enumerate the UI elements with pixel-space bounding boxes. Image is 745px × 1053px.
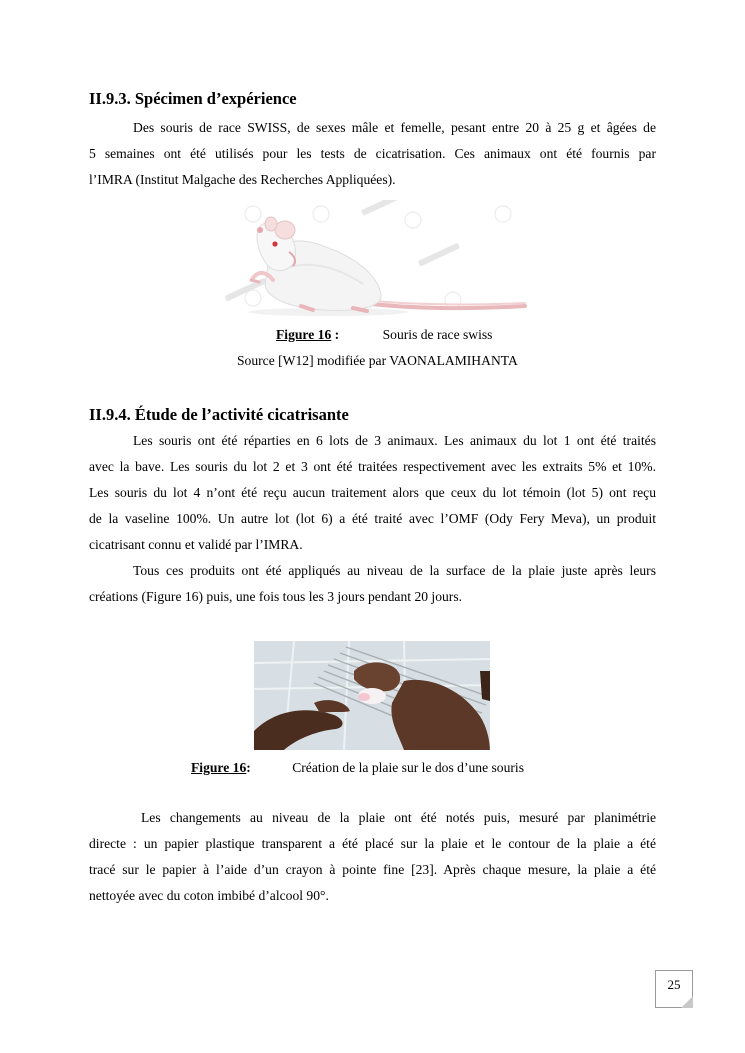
text-line: avec la bave. Les souris du lot 2 et 3 ont été traitées respectivement avec les extraits 5% et 10%. xyxy=(89,459,656,474)
text-line: l’IMRA (Institut Malgache des Recherches Appliquées). xyxy=(89,172,396,187)
figure-wound-creation-image xyxy=(254,641,490,750)
text-line: Les souris ont été réparties en 6 lots de 3 animaux. Les animaux du lot 1 ont été traités xyxy=(133,433,656,448)
figure-caption xyxy=(276,327,492,343)
figure-title: Souris de race swiss xyxy=(382,327,493,342)
page-number: 25 xyxy=(667,977,681,992)
figure-mouse-image xyxy=(213,200,533,318)
text-line: directe : un papier plastique transparent a été placé sur la plaie et le contour de la plaie a été xyxy=(89,836,656,851)
text-line: cicatrisant connu et validé par l’IMRA. xyxy=(89,537,303,552)
text-line: nettoyée avec du coton imbibé d’alcool 90°. xyxy=(89,888,329,903)
figure-label: Figure 16 xyxy=(276,327,332,342)
white-mouse-illustration xyxy=(213,200,533,318)
section-heading-specimen: II.9.3. Spécimen d’expérience xyxy=(89,89,297,108)
text-line: Tous ces produits ont été appliqués au niveau de la surface de la plaie juste après leurs xyxy=(133,563,656,578)
section-heading-activite: II.9.4. Étude de l’activité cicatrisante xyxy=(89,405,349,424)
page-number-box xyxy=(655,970,693,1008)
text-line: Les changements au niveau de la plaie ont été notés puis, mesuré par planimétrie xyxy=(141,810,656,825)
text-line: de la vaseline 100%. Un autre lot (lot 6) a été traité avec l’OMF (Ody Fery Meva), un produit xyxy=(89,511,656,526)
paragraph-activite xyxy=(89,428,656,610)
text-line: tracé sur le papier à l’aide d’un crayon à pointe fine [23]. Après chaque mesure, la plaie a été xyxy=(89,862,656,877)
text-line: créations (Figure 16) puis, une fois tous les 3 jours pendant 20 jours. xyxy=(89,589,463,604)
figure-label-separator: : xyxy=(331,327,340,342)
figure-label-separator: : xyxy=(246,760,251,775)
paragraph-mesure xyxy=(89,805,656,909)
text-line: Des souris de race SWISS, de sexes mâle et femelle, pesant entre 20 à 25 g et âgées de xyxy=(133,120,656,135)
figure-source: Source [W12] modifiée par VAONALAMIHANTA xyxy=(237,353,518,368)
text-line: 5 semaines ont été utilisés pour les tests de cicatrisation. Ces animaux ont été fournis par xyxy=(89,146,656,161)
figure-label: Figure 16 xyxy=(191,760,247,775)
figure-title: Création de la plaie sur le dos d’une souris xyxy=(292,760,524,775)
hands-mouse-photo xyxy=(254,641,490,750)
paragraph-specimen xyxy=(89,115,656,193)
text-line: Les souris du lot 4 n’ont été reçu aucun traitement alors que ceux du lot témoin (lot 5) ont reçu xyxy=(89,485,656,500)
page-corner-fold xyxy=(681,996,693,1008)
figure-caption xyxy=(191,760,524,776)
